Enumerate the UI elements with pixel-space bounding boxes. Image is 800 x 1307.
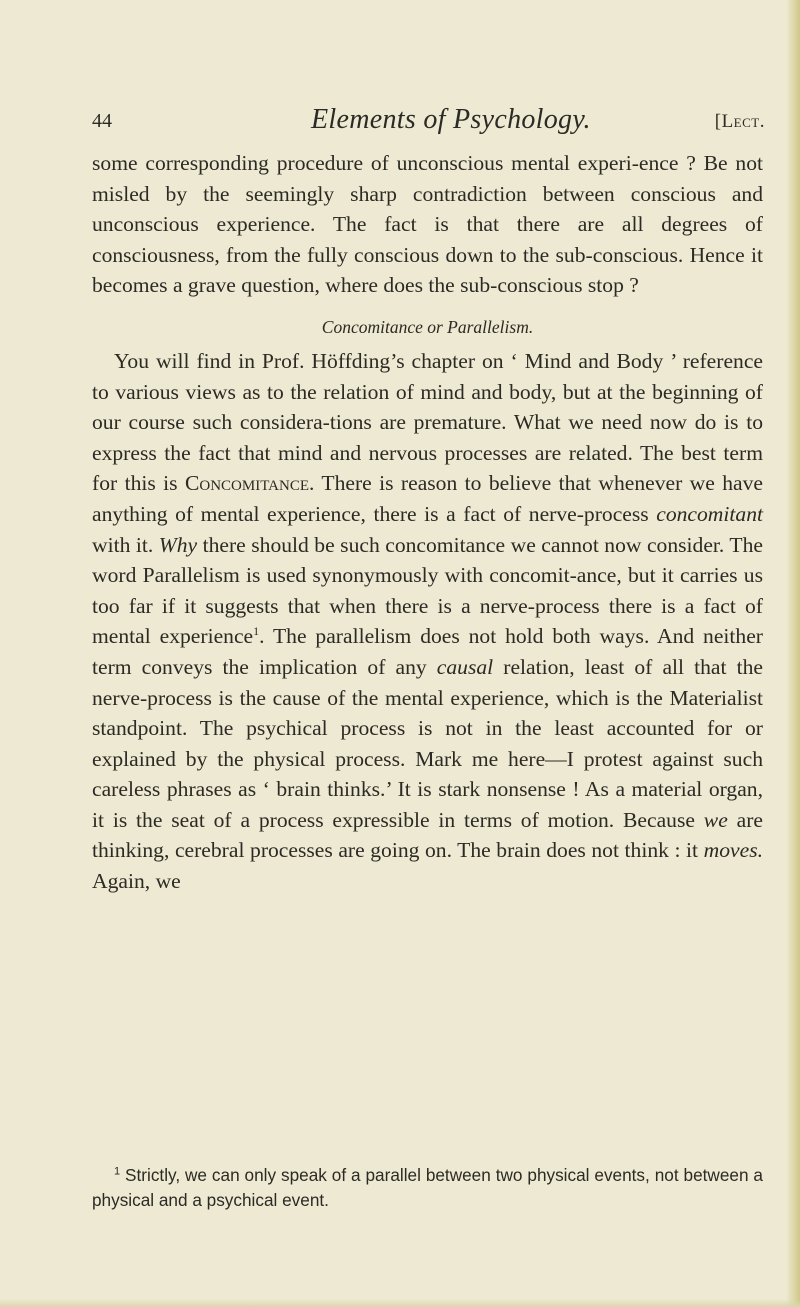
paragraph-2-text: . The parallelism does not hold both ways. And neither term conveys the implication of any	[92, 624, 763, 679]
footnote	[92, 1163, 763, 1213]
paragraph-2-text: there should be such concomitance we cannot now consider. The word Parallelism is used synonymously with concomit-ance, but it carries us too far if it suggests that when there is a nerve-process there is a fact of mental experience	[92, 532, 763, 649]
page-edge-shading	[786, 0, 800, 1307]
page-bottom-shading	[0, 1299, 800, 1307]
emphasis-we: we	[703, 807, 728, 832]
paragraph-1: some corresponding procedure of unconscious mental experi-ence ? Be not misled by the seemingly sharp contradiction between conscious and unconscious experience. The fact is that there are all degrees of consciousness, from the fully conscious down to the sub-conscious. Hence it becomes a grave question, where does the sub-conscious stop ?	[92, 151, 763, 298]
paragraph-2-text: Again, we	[92, 869, 181, 894]
page-number: 44	[92, 110, 112, 132]
section-heading: Concomitance or Parallelism.	[321, 316, 534, 337]
paragraph-2	[92, 346, 763, 897]
lecture-tag: [Lect.	[714, 111, 765, 132]
paragraph-2-text: You will find in Prof. Höffding’s chapter on ‘ Mind and Body ’ reference to various views as to the relation of mind and body, but at the beginning of our course such considera-tions are premature. What we need now do is to express the fact that mind and nervous processes are related. The best term for this is	[92, 348, 763, 496]
paragraph-2-text: with it.	[92, 532, 154, 557]
emphasis-moves: moves.	[703, 838, 764, 863]
running-title: Elements of Psychology.	[311, 104, 591, 135]
body-text	[92, 148, 763, 897]
footnote-mark: 1	[114, 1165, 121, 1178]
running-header	[92, 104, 765, 140]
term-concomitance: Concomitance	[184, 471, 309, 496]
paragraph-2-text: . There is reason to believe that whenever we have anything of mental experience, there is a fact of nerve-process	[92, 471, 763, 526]
emphasis-concomitant: concomitant	[656, 501, 763, 526]
footnote-text: Strictly, we can only speak of a parallel between two physical events, not between a physical and a psychical event.	[92, 1165, 763, 1210]
emphasis-why: Why	[158, 532, 198, 557]
footnote-reference: 1	[253, 624, 260, 639]
paragraph-2-text: are thinking, cerebral processes are going on. The brain does not think : it	[92, 807, 763, 863]
emphasis-causal: causal	[436, 654, 494, 679]
paragraph-2-text: relation, least of all that the nerve-process is the cause of the mental experience, which is the Materialist standpoint. The psychical process is not in the least accounted for or explained by the physical process. Mark me here—I protest against such careless phrases as ‘ brain thinks.’ It is stark nonsense ! As a material organ, it is the seat of a process expressible in terms of motion. Because	[92, 654, 763, 832]
